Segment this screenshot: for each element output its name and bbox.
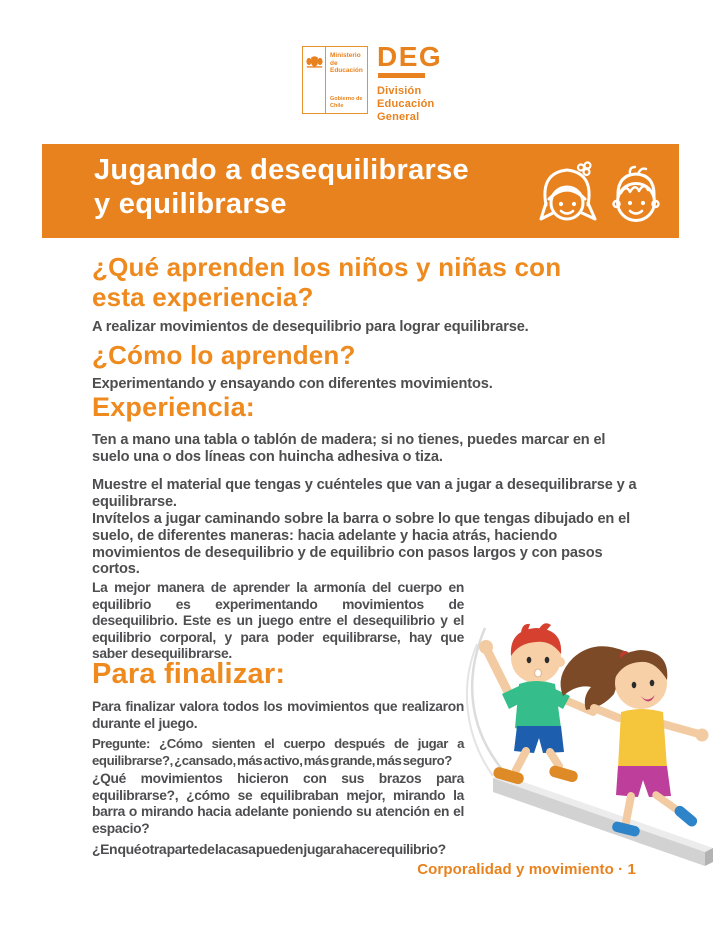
section-heading-experiencia: Experiencia: bbox=[92, 392, 255, 422]
section-heading-que-aprenden bbox=[92, 252, 561, 312]
deg-division-line2: Educación bbox=[377, 98, 435, 110]
paragraph: A realizar movimientos de desequilibrio para lograr equilibrarse. bbox=[92, 319, 529, 335]
paragraph: ¿En qué otra parte de la casa pueden jugar a hacer equilibrio? bbox=[92, 841, 446, 857]
ministry-name-line1: Ministerio de bbox=[330, 52, 361, 67]
heading-line2: esta experiencia? bbox=[92, 282, 314, 312]
paragraph: Pregunte: ¿Cómo sienten el cuerpo después de jugar a equilibrarse?, ¿cansado, más activo, más grande, más seguro? bbox=[92, 736, 464, 768]
coat-of-arms-icon bbox=[303, 47, 326, 113]
paragraph: ¿Qué movimientos hicieron con sus brazos para equilibrarse?, ¿cómo se equilibraban mejor, mirando la barra o mirando hacia adelante poniendo su atención en el espacio? bbox=[92, 771, 464, 836]
girl-face-icon bbox=[536, 161, 600, 229]
deg-underline-bar bbox=[378, 73, 425, 78]
paragraph: Experimentando y ensayando con diferentes movimientos. bbox=[92, 376, 493, 392]
page-title-line1: Jugando a desequilibrarse bbox=[94, 154, 469, 186]
boy-face-icon bbox=[607, 165, 665, 229]
section-heading-para-finalizar: Para finalizar: bbox=[92, 658, 286, 690]
page-title-line2: y equilibrarse bbox=[94, 188, 287, 220]
deg-division-line3: General bbox=[377, 111, 420, 123]
footer-page-label: Corporalidad y movimiento · 1 bbox=[417, 861, 636, 878]
banner-icons bbox=[536, 161, 665, 229]
paragraph: La mejor manera de aprender la armonía del cuerpo en equilibrio es experimentando movimientos de desequilibrio. Este es un juego entre el desequilibrio y el equilibrio corporal, y para poder equilibrarse, hay que saber desequilibrarse. bbox=[92, 580, 464, 661]
section-heading-como-aprenden: ¿Cómo lo aprenden? bbox=[92, 340, 356, 370]
ministry-of-education-logo bbox=[302, 46, 368, 114]
deg-acronym: DEG bbox=[377, 41, 443, 72]
ministry-logo-text bbox=[326, 47, 367, 113]
gobierno-de-chile-label: Gobierno de Chile bbox=[330, 96, 363, 109]
paragraph: Invítelos a jugar caminando sobre la barra o sobre lo que tengas dibujado en el suelo, de diferentes maneras: hacia adelante y hacia atrás, haciendo movimientos de desequilibrio y de equilibrio con pasos largos y con pasos cortos. bbox=[92, 511, 630, 578]
ministry-name-line2: Educación bbox=[330, 67, 363, 74]
paragraph: Ten a mano una tabla o tablón de madera; si no tienes, puedes marcar en el suelo una o dos líneas con huincha adhesiva o tiza. bbox=[92, 432, 606, 465]
deg-division-line1: División bbox=[377, 85, 422, 97]
page-title bbox=[94, 153, 469, 221]
paragraph: Muestre el material que tengas y cuénteles que van a jugar a desequilibrarse y a equilibrarse. bbox=[92, 477, 637, 510]
title-banner bbox=[42, 144, 679, 238]
deg-logo bbox=[377, 41, 443, 124]
heading-line1: ¿Qué aprenden los niños y niñas con bbox=[92, 252, 562, 282]
children-balance-illustration bbox=[443, 600, 720, 890]
paragraph: Para finalizar valora todos los movimientos que realizaron durante el juego. bbox=[92, 699, 464, 731]
